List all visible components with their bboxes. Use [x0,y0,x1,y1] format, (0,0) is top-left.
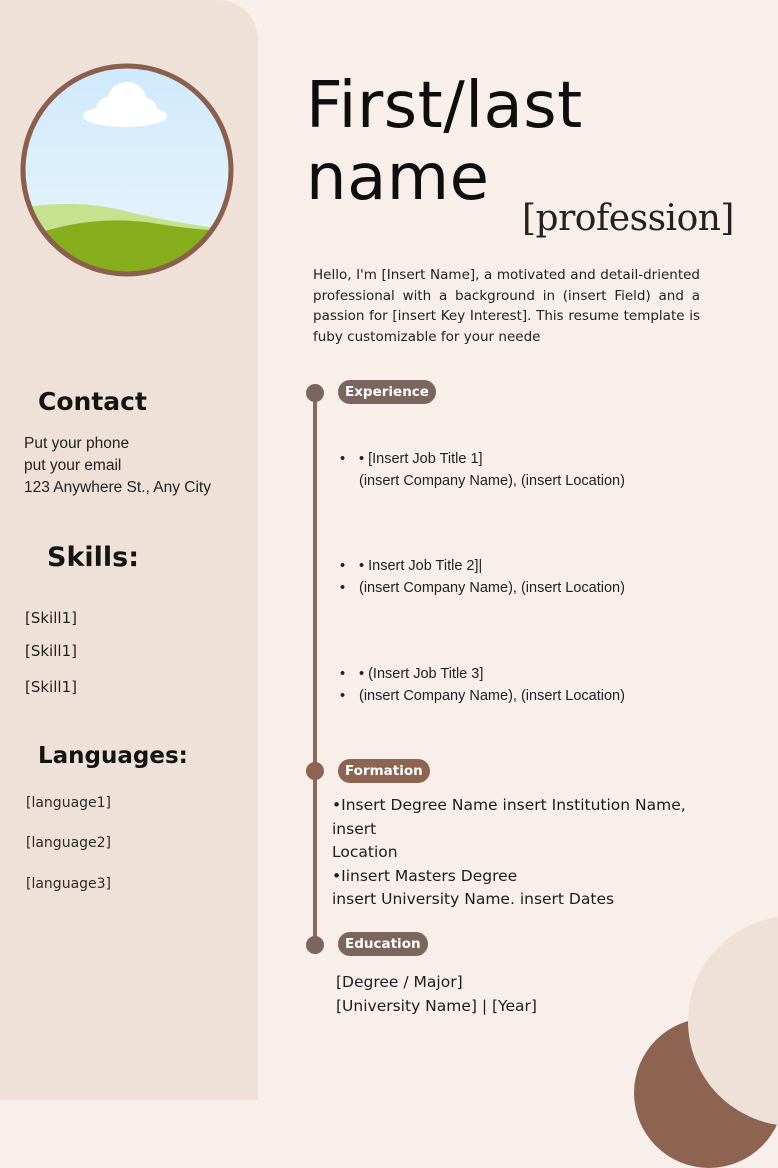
contact-info [24,433,211,499]
profile-photo [19,62,235,278]
formation-line: •Insert Degree Name insert Institution Name, [332,796,686,814]
formation-line: •Iinsert Masters Degree [332,866,518,885]
timeline-dot [306,936,324,954]
formation-line: Location [332,843,398,861]
job-title: • [Insert Job Title 1] [359,451,483,467]
education-university: [University Name] | [Year] [336,996,537,1015]
contact-address: 123 Anywhere St., Any City [24,479,211,496]
name-line2: name [306,141,490,215]
languages-title: Languages: [38,743,188,769]
formation-line: insert University Name. insert Dates [332,890,615,908]
name-line1: First/last [306,69,583,143]
skill-item: [Skill1] [25,678,77,696]
job-company: (insert Company Name), (insert Location) [359,688,625,704]
education-degree: [Degree / Major] [336,973,463,991]
language-item: [language1] [26,795,112,811]
skills-title: Skills: [47,542,140,573]
language-item: [language3] [26,876,112,892]
profession: [profession] [522,198,734,239]
timeline-dot [306,384,324,402]
contact-email: put your email [24,457,122,474]
timeline-line [313,393,317,945]
experience-label: Experience [338,380,436,404]
formation-label: Formation [338,759,430,783]
formation-line: insert [332,819,377,838]
job-title: • Insert Job Title 2]| [359,558,483,574]
contact-phone: Put your phone [24,435,130,452]
language-item: [language2] [26,835,112,851]
skill-item: [Skill1] [25,609,77,627]
timeline-dot [306,762,324,780]
full-name [306,70,583,214]
skill-item: [Skill1] [25,642,77,660]
contact-title: Contact [38,387,147,416]
job-company: (insert Company Name), (insert Location) [359,580,625,596]
job-company: (insert Company Name), (insert Location) [359,473,625,489]
job-entry: • • Insert Job Title 2]| • (insert Company Name), (insert Location) [340,558,625,596]
formation-details [332,794,712,912]
intro-paragraph: Hello, I'm [Insert Name], a motivated and detail-driented professional with a background in (insert Field) and a passion for [insert Key Interest]. This resume template is fuby customizable for your neede [313,267,700,345]
job-entry: • • [Insert Job Title 1] (insert Company Name), (insert Location) [340,451,625,489]
job-title: • (Insert Job Title 3] [359,666,484,682]
job-entry: • • (Insert Job Title 3] • (insert Company Name), (insert Location) [340,666,625,704]
education-label: Education [338,932,428,956]
education-details [336,971,537,1018]
